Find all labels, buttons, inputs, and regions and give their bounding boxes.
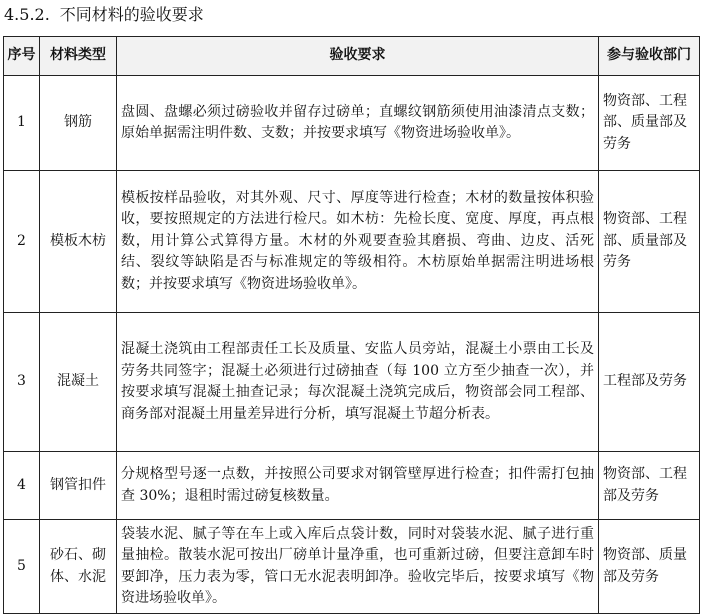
row-departments: 物资部、工程部、质量部及劳务 [599, 171, 700, 313]
row-departments: 工程部及劳务 [599, 313, 700, 452]
header-departments: 参与验收部门 [599, 37, 700, 76]
row-material: 模板木枋 [40, 171, 117, 313]
header-no: 序号 [4, 37, 40, 76]
row-material: 钢筋 [40, 76, 117, 171]
table-row [4, 171, 700, 313]
section-title: 不同材料的验收要求 [59, 5, 204, 24]
table-row [4, 452, 700, 520]
section-heading [4, 4, 204, 26]
header-requirement: 验收要求 [117, 37, 599, 76]
row-no: 1 [4, 76, 40, 171]
table-row [4, 313, 700, 452]
table-header-row [4, 37, 700, 76]
row-material: 砂石、砌体、水泥 [40, 520, 117, 614]
header-material: 材料类型 [40, 37, 117, 76]
row-departments: 物资部、工程部、质量部及劳务 [599, 76, 700, 171]
row-no: 2 [4, 171, 40, 313]
row-departments: 物资部、工程部及劳务 [599, 452, 700, 520]
row-departments: 物资部、质量部及劳务 [599, 520, 700, 614]
row-no: 3 [4, 313, 40, 452]
table-row [4, 76, 700, 171]
row-material: 混凝土 [40, 313, 117, 452]
section-number: 4.5.2. [4, 5, 50, 24]
acceptance-table [3, 36, 700, 614]
row-requirement: 分规格型号逐一点数，并按照公司要求对钢管壁厚进行检查；扣件需打包抽查 30%；退租时需过磅复核数量。 [117, 452, 599, 520]
row-no: 5 [4, 520, 40, 614]
row-requirement: 袋装水泥、腻子等在车上或入库后点袋计数，同时对袋装水泥、腻子进行重量抽检。散装水泥可按出厂磅单计量净重，也可重新过磅，但要注意卸车时要卸净，压力表为零，管口无水泥表明卸净。验收完毕后，按要求填写《物资进场验收单》。 [117, 520, 599, 614]
row-requirement: 模板按样品验收，对其外观、尺寸、厚度等进行检查；木材的数量按体积验收，要按照规定的方法进行检尺。如木枋：先检长度、宽度、厚度，再点根数，用计算公式算得方量。木材的外观要查验其磨损、弯曲、边皮、活死结、裂纹等缺陷是否与标准规定的等级相符。木枋原始单据需注明进场根数；并按要求填写《物资进场验收单》。 [117, 171, 599, 313]
row-requirement: 混凝土浇筑由工程部责任工长及质量、安监人员旁站，混凝土小票由工长及劳务共同签字；混凝土必须进行过磅抽查（每 100 立方至少抽查一次），并按要求填写混凝土抽查记录；每次混凝土浇筑完成后，物资部会同工程部、商务部对混凝土用量差异进行分析，填写混凝土节超分析表。 [117, 313, 599, 452]
row-requirement: 盘圆、盘螺必须过磅验收并留存过磅单；直螺纹钢筋须使用油漆清点支数；原始单据需注明件数、支数；并按要求填写《物资进场验收单》。 [117, 76, 599, 171]
table-row [4, 520, 700, 614]
row-material: 钢管扣件 [40, 452, 117, 520]
row-no: 4 [4, 452, 40, 520]
